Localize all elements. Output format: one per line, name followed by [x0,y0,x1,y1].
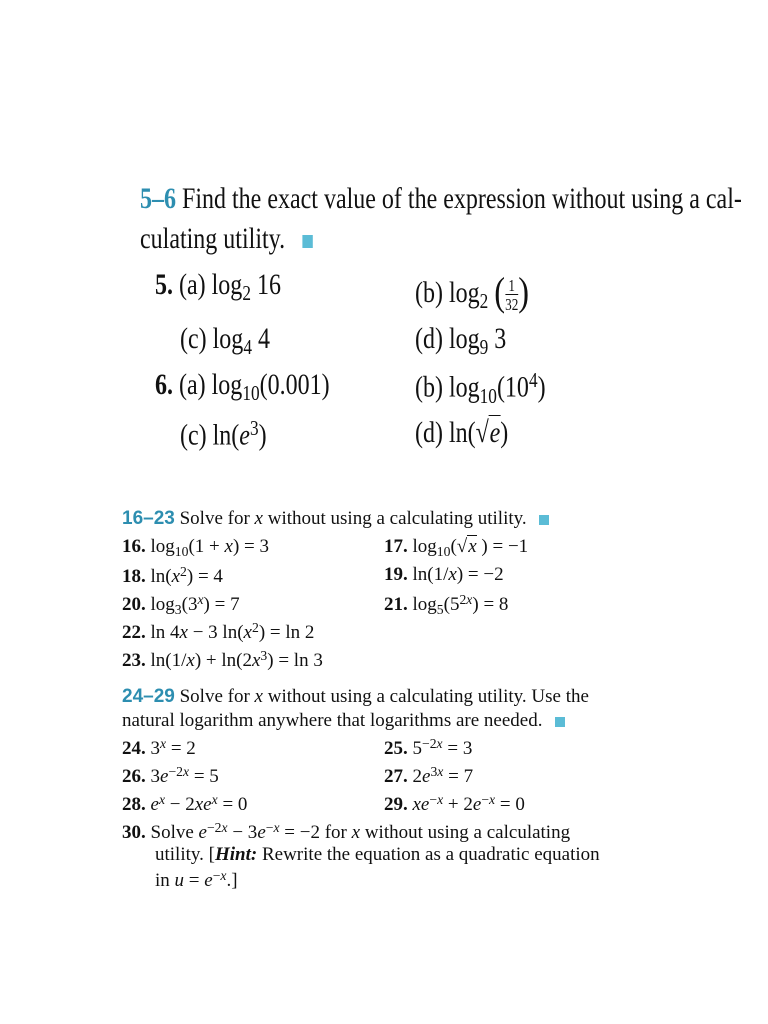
problem-number: 6. [155,368,173,401]
problem-28: 28. $e^x - 2xe^x = 0$ [122,792,248,816]
part-label: (d) [415,416,443,449]
section-24-29-header-cont [122,710,565,732]
section-instruction-cont: culating utility. [140,222,286,255]
section-16-23-header [122,508,549,530]
problem-number: 29. [384,794,408,816]
problem-number: 17. [384,536,408,557]
problem-26: 26. $3e^{-2x} = 5$ [122,764,219,788]
problem-number: 16. [122,536,146,557]
problem-number: 22. [122,622,146,644]
problem-number: 30. [122,822,146,844]
problem-30-line2: utility. [Hint: Rewrite the equation as a quadratic equation [155,844,600,865]
section-5-6-header-cont [140,222,356,256]
part-label: (a) [179,268,206,301]
section-instruction-cont: natural logarithm anywhere that logarithms are needed. [122,710,543,731]
problem-30-line3: in $u = e^{-x}$.] [155,868,238,892]
part-label: (b) [415,275,443,309]
end-marker-square-icon [302,235,312,248]
problem-number: 26. [122,766,146,788]
section-instruction: Find the exact value of the expression without using a cal- [182,182,742,215]
problem-number: 23. [122,650,146,672]
end-marker-square-icon [539,515,549,525]
problem-number: 25. [384,738,408,760]
problem-number: 28. [122,794,146,816]
problem-22: 22. ln 4x − 3 $\ln(x^2) = \ln 2$ [122,620,315,644]
problem-number: 24. [122,738,146,760]
section-24-29-header [122,686,589,708]
problem-30: 30. Solve $e^{-2x} - 3e^{-x} = -2$ for x without using a calculating [122,820,571,844]
part-label: (c) [180,322,207,355]
problem-27: 27. $2e^{3x} = 7$ [384,764,474,788]
problem-20: 20. $\log_3(3^x) = 7$ [122,592,240,617]
problem-18: 18. $\ln(x^2) = 4$ [122,564,223,588]
problem-5c: (c) $\log_4 4$ [180,322,270,360]
problem-5a: 5. (a) $\log_2 16$ [155,268,281,306]
problem-number: 18. [122,566,146,588]
problem-number: 21. [384,594,408,616]
part-label: (d) [415,322,443,355]
problem-25: 25. $5^{-2x} = 3$ [384,736,473,760]
section-range: 24–29 [122,686,175,707]
problem-24: 24. $3^x = 2$ [122,736,196,760]
problem-19: 19. ln(1/x) = −2 [384,564,504,585]
problem-6a: 6. (a) $\log_{10}(0.001)$ [155,368,330,406]
problem-number: 20. [122,594,146,616]
problem-number: 27. [384,766,408,788]
problem-5b: (b) $\log_2$ ( $\frac{1}{32}$ ) [415,269,530,314]
problem-23: 23. $\ln(1/x) + \ln(2x^3) = \ln 3$ [122,648,323,672]
problem-29: 29. $xe^{-x} + 2e^{-x} = 0$ [384,792,525,816]
section-range: 16–23 [122,508,175,529]
problem-5d: (d) $\log_9 3$ [415,322,507,360]
problem-17: 17. $\log_{10}(√x$ ) = −1 [384,536,529,559]
problem-number: 5. [155,268,173,301]
section-instruction: Solve for x without using a calculating utility. Use the [179,686,589,707]
problem-6c: (c) $\ln(e^3)$ [180,416,267,452]
problem-number: 19. [384,564,408,585]
problem-6b: (b) $\log_{10}(10^4)$ [415,368,546,408]
part-label: (c) [180,418,207,452]
problem-16: 16. $\log_{10}(1 + x) = 3$ [122,536,269,559]
problem-21: 21. $\log_5(5^{2x}) = 8$ [384,592,509,617]
section-range: 5–6 [140,182,176,215]
section-5-6-header [140,182,768,216]
part-label: (b) [415,370,443,404]
end-marker-square-icon [555,717,565,727]
section-instruction: Solve for x without using a calculating utility. [179,508,527,529]
part-label: (a) [179,368,206,401]
problem-6d: (d) ln(√e) [415,416,509,449]
